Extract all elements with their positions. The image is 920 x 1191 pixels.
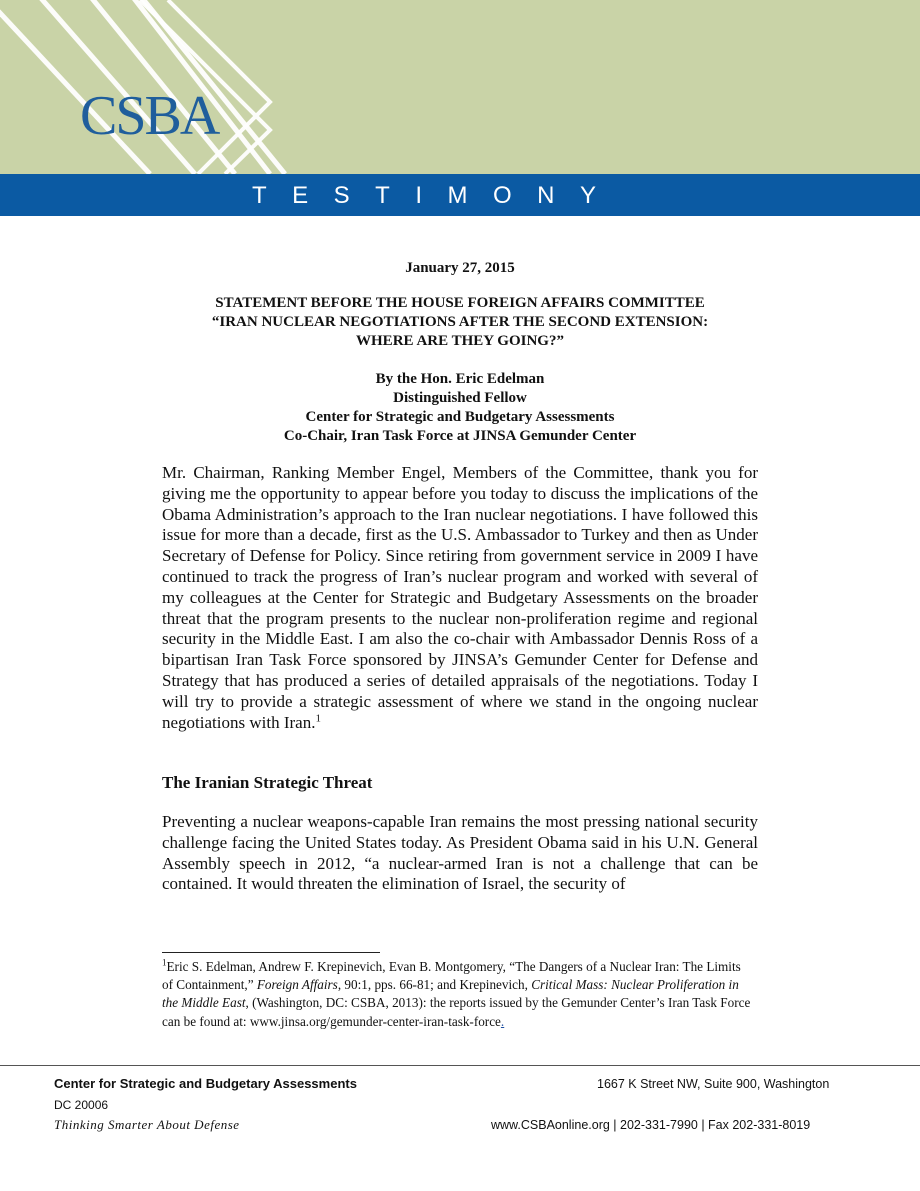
footnote-text: , (Washington, DC: CSBA, 2013): the reports issued by the Gemunder Center’s Iran Task Force can be found at: www.jinsa.org/gemunder-center-iran-task-force (162, 995, 751, 1029)
section-heading: The Iranian Strategic Threat (162, 773, 373, 792)
footer-tagline: Thinking Smarter About Defense (54, 1117, 240, 1132)
footnote-reference[interactable]: 1 (315, 711, 321, 724)
title-line: STATEMENT BEFORE THE HOUSE FOREIGN AFFAIRS COMMITTEE (215, 295, 705, 311)
author-organization: Center for Strategic and Budgetary Assessments (305, 409, 615, 425)
title-line: WHERE ARE THEY GOING?” (356, 333, 564, 349)
document-title (160, 294, 760, 351)
author-position: Distinguished Fellow (393, 390, 527, 406)
footer-address: 1667 K Street NW, Suite 900, Washington (597, 1077, 830, 1091)
footer-divider (0, 1065, 920, 1066)
csba-logo: CSBA (80, 85, 219, 147)
header-band (0, 0, 920, 174)
document-date: January 27, 2015 (405, 260, 515, 276)
footnote-journal: Foreign Affairs (256, 977, 338, 993)
footnote-book-title: Critical Mass: Nuclear Proliferation in the Middle East (162, 977, 739, 1011)
author-role: Co-Chair, Iran Task Force at JINSA Gemunder Center (283, 428, 637, 444)
footnote (162, 958, 754, 1031)
author-name: By the Hon. Eric Edelman (375, 371, 545, 387)
footnote-text: Eric S. Edelman, Andrew F. Krepinevich, Evan B. Montgomery, “The Dangers of a Nuclear Iran: The Limits of Containment,” (162, 959, 741, 993)
footnote-number: 1 (162, 957, 167, 968)
section-paragraph: Preventing a nuclear weapons-capable Iran remains the most pressing national security challenge facing the United States today. As President Obama said in his U.N. General Assembly speech in 2012, “a nuclear-armed Iran is not a challenge that can be contained. It would threaten the elimination of Israel, the security of (162, 812, 758, 894)
testimony-banner-text: TESTIMONY (252, 182, 622, 209)
author-block (160, 370, 760, 446)
footer-address-line2: DC 20006 (54, 1098, 109, 1112)
footnote-divider (162, 952, 380, 953)
footnote-text: , 90:1, pps. 66-81; and Krepinevich, (337, 977, 532, 993)
footnote-link[interactable]: . (500, 1013, 505, 1029)
footer-organization: Center for Strategic and Budgetary Assessments (54, 1076, 357, 1091)
intro-paragraph-text: Mr. Chairman, Ranking Member Engel, Members of the Committee, thank you for giving me the opportunity to appear before you today to discuss the implications of the Obama Administration’s approach to the Iran nuclear negotiations. I have followed this issue for more than a decade, first as the U.S. Ambassador to Turkey and then as Under Secretary of Defense for Policy. Since retiring from government service in 2009 I have continued to track the progress of Iran’s nuclear program and worked with several of my colleagues at the Center for Strategic and Budgetary Assessments on the broader threat that the program presents to the nuclear non-proliferation regime and regional security in the Middle East. I am also the co-chair with Ambassador Dennis Ross of a bipartisan Iran Task Force sponsored by JINSA’s Gemunder Center for Defense and Strategy that has produced a series of detailed appraisals of the negotiations. Today I will try to provide a strategic assessment of where we stand in the ongoing nuclear negotiations with Iran. (162, 463, 758, 732)
footer-contact: www.CSBAonline.org | 202-331-7990 | Fax 202-331-8019 (491, 1118, 811, 1132)
intro-paragraph (162, 463, 758, 733)
title-line: “IRAN NUCLEAR NEGOTIATIONS AFTER THE SECOND EXTENSION: (211, 314, 709, 330)
